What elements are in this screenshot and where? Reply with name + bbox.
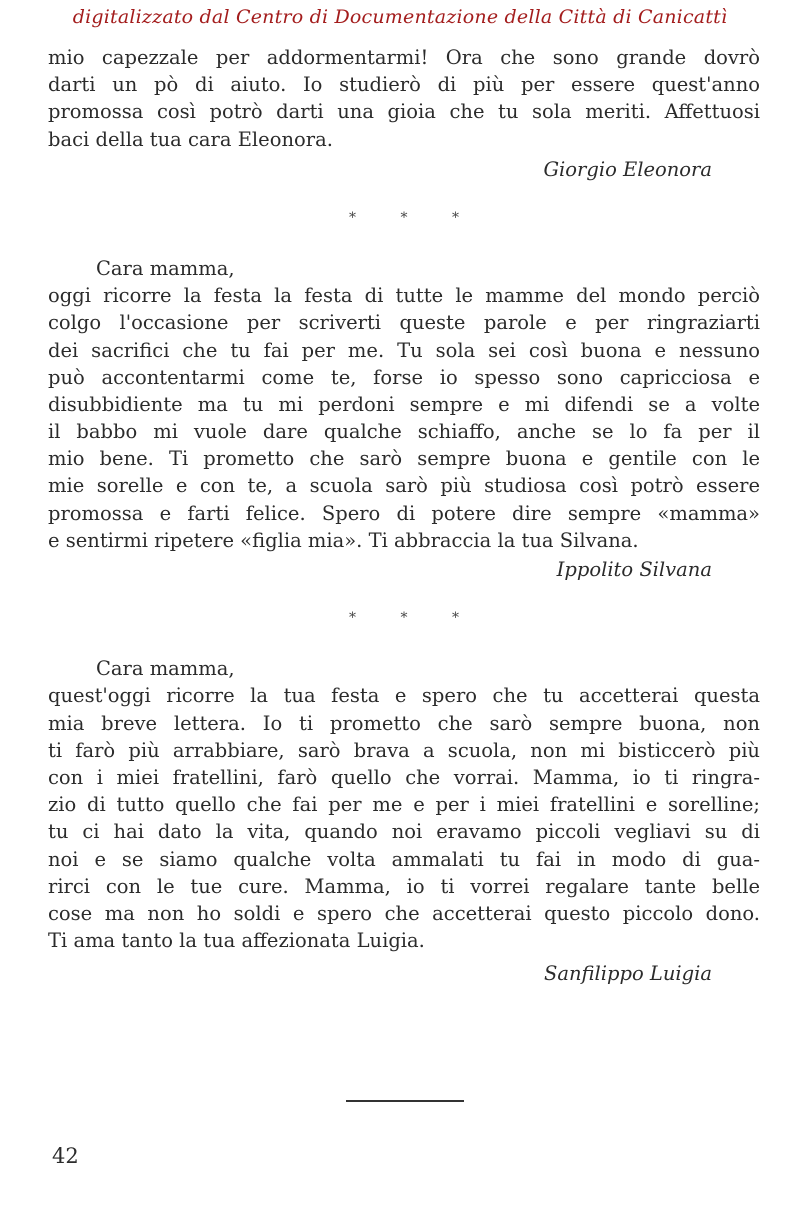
text-line: mia breve lettera. Io ti prometto che sarò sempre buona, non — [48, 711, 760, 735]
text-line: Ti ama tanto la tua affezionata Luigia. — [48, 929, 425, 953]
text-line: promossa e farti felice. Spero di potere dire sempre «mamma» — [48, 501, 760, 525]
section-separator: * * * — [349, 610, 479, 627]
text-line: ti farò più arrabbiare, sarò brava a scuola, non mi bisticcerò più — [48, 738, 760, 762]
text-line: darti un pò di aiuto. Io studierò di più per essere quest'anno — [48, 73, 760, 97]
text-line: mio capezzale per addormentarmi! Ora che sono grande dovrò — [48, 46, 760, 69]
text-line: mio bene. Ti prometto che sarò sempre buona e gentile con le — [48, 447, 760, 471]
text-line: rirci con le tue cure. Mamma, io ti vorrei regalare tante belle — [48, 874, 760, 898]
text-line: dei sacrifici che tu fai per me. Tu sola sei così buona e nessuno — [48, 338, 760, 362]
text-line: disubbidiente ma tu mi perdoni sempre e mi difendi se a volte — [48, 392, 760, 416]
watermark-text: digitalizzato dal Centro di Documentazione della Città di Canicattì — [72, 6, 728, 28]
text-line: quest'oggi ricorre la tua festa e spero che tu accetterai questa — [48, 684, 760, 708]
signature-silvana: Ippolito Silvana — [556, 558, 712, 581]
text-line: il babbo mi vuole dare qualche schiaffo, anche se lo fa per il — [48, 420, 760, 444]
page-number: 42 — [52, 1144, 79, 1168]
text-line: mie sorelle e con te, a scuola sarò più studiosa così potrò essere — [48, 474, 760, 498]
text-line: zio di tutto quello che fai per me e per i miei fratellini e sorelline; — [48, 793, 760, 817]
letter-silvana — [48, 255, 760, 583]
salutation: Cara mamma, — [96, 657, 235, 681]
text-line: noi e se siamo qualche volta ammalati tu fai in modo di gua- — [48, 847, 760, 871]
page-body — [48, 44, 760, 987]
letter-luigia — [48, 655, 760, 987]
text-line: colgo l'occasione per scriverti queste parole e per ringraziarti — [48, 311, 760, 335]
signature-luigia: Sanfilippo Luigia — [543, 962, 712, 986]
letter-eleonora — [48, 44, 760, 183]
text-line: promossa così potrò darti una gioia che tu sola meriti. Affettuosi — [48, 100, 760, 124]
signature-eleonora: Giorgio Eleonora — [543, 157, 712, 181]
text-line: baci della tua cara Eleonora. — [48, 127, 333, 151]
text-line: può accontentarmi come te, forse io spesso sono capricciosa e — [48, 365, 760, 389]
text-line: oggi ricorre la festa la festa di tutte le mamme del mondo perciò — [48, 284, 760, 308]
text-line: cose ma non ho soldi e spero che accetterai questo piccolo dono. — [48, 901, 760, 925]
text-line: e sentirmi ripetere «figlia mia». Ti abbraccia la tua Silvana. — [48, 528, 639, 552]
salutation: Cara mamma, — [96, 256, 235, 280]
text-line: con i miei fratellini, farò quello che vorrai. Mamma, io ti ringra- — [48, 765, 760, 789]
end-rule — [346, 1100, 464, 1102]
section-separator: * * * — [349, 209, 479, 226]
text-line: tu ci hai dato la vita, quando noi eravamo piccoli vegliavi su di — [48, 820, 760, 844]
